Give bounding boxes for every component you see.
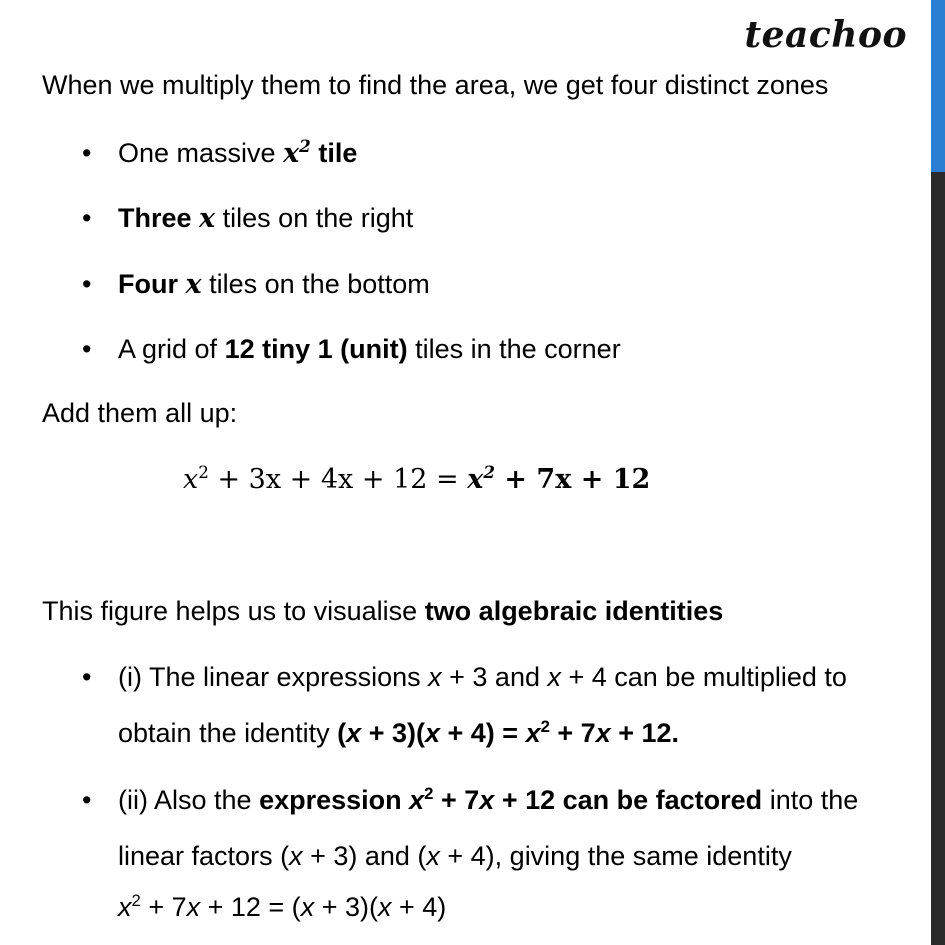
zone-text: A grid of [118, 334, 225, 364]
teachoo-logo: teachoo [744, 14, 907, 56]
math-var: x [183, 464, 199, 495]
zone-text-bold: 12 tiny 1 (unit) [224, 334, 408, 364]
identity-1-line-1 [118, 662, 847, 693]
zone-item-right-tiles [118, 203, 413, 234]
identity-2-line-3: $x^2 + 7x + 12 = (x + 3)(x + 4)$ [118, 890, 447, 922]
identity-2-line-1 [118, 785, 858, 816]
zone-item-x2-tile [118, 135, 358, 169]
equation-rhs: + 7x + 12 [494, 464, 651, 495]
text: + 4 can be multiplied to [560, 662, 847, 692]
zone-item-unit-grid [118, 334, 621, 365]
sum-equation [183, 461, 651, 495]
text: into the [762, 785, 859, 815]
math-var: x [547, 662, 561, 692]
zone-item-bottom-tiles [118, 269, 430, 300]
identity-bold: expression $x^2 + 7x + 12$ can be factored [259, 783, 763, 815]
math-var: x [199, 203, 216, 234]
math-exponent: 2 [198, 461, 209, 482]
zone-text-bold: tile [310, 138, 358, 168]
add-label: Add them all up: [42, 398, 238, 428]
math-var: x [467, 464, 484, 495]
zone-text-bold: Three [118, 203, 192, 233]
zone-text: One massive [118, 138, 284, 168]
bullet-icon: • [82, 203, 92, 233]
identity-2-line-2: linear factors (x + 3) and (x + 4), giving the same identity [118, 841, 792, 871]
zone-text: tiles in the corner [407, 334, 621, 364]
visualise-bold: two algebraic identities [424, 596, 724, 626]
bullet-icon: • [82, 662, 92, 692]
bullet-icon: • [82, 334, 92, 364]
bullet-icon: • [82, 138, 92, 168]
text: (ii) Also the [118, 785, 260, 815]
math-var: x [428, 662, 442, 692]
zone-text: tiles on the bottom [201, 269, 430, 299]
bullet-icon: • [82, 269, 92, 299]
identity-1-line-2 [118, 718, 679, 749]
math-exponent: 2 [483, 461, 495, 482]
text: (i) The linear expressions [118, 662, 429, 692]
visualise-text [42, 596, 723, 627]
identity-bold: $(x + 3)(x + 4) = x^2 + 7x + 12$. [337, 716, 680, 748]
equation-lhs: + 3x + 4x + 12 = [208, 464, 468, 495]
math-var: x [283, 138, 300, 169]
text: obtain the identity [118, 718, 338, 748]
visualise-pre: This figure helps us to visualise [42, 596, 425, 626]
text: + 3 and [441, 662, 548, 692]
zone-text-bold: Four [118, 269, 178, 299]
bullet-icon: • [82, 785, 92, 815]
zone-text: tiles on the right [215, 203, 414, 233]
intro-text: When we multiply them to find the area, we get four distinct zones [42, 70, 829, 100]
scrollbar-track[interactable] [931, 0, 945, 945]
math-exponent: 2 [299, 135, 311, 156]
scrollbar-thumb[interactable] [931, 0, 945, 172]
math-var: x [185, 269, 202, 300]
